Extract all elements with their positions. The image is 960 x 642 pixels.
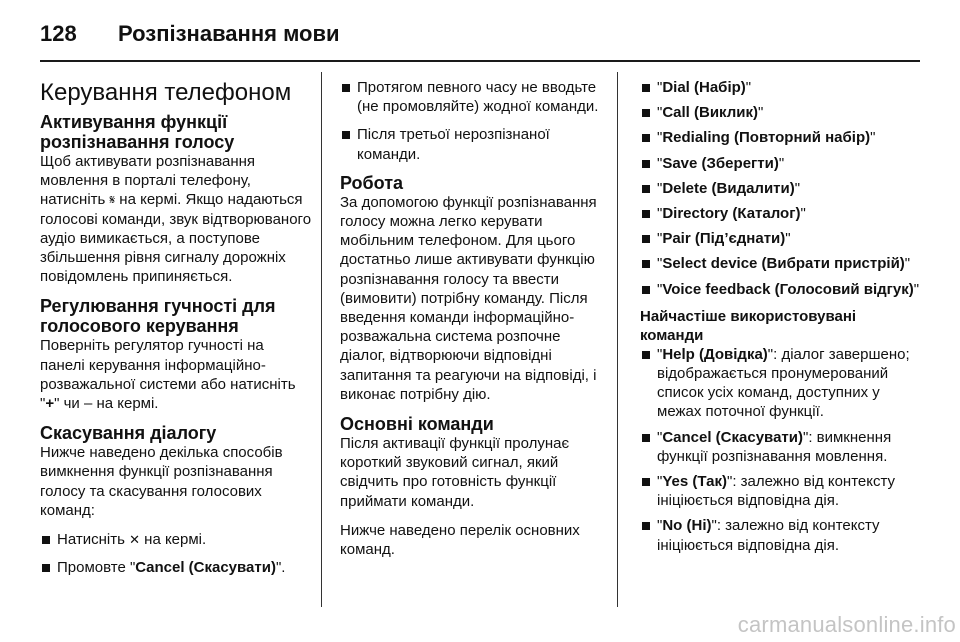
paragraph: Щоб активувати розпізнавання мовлення в порталі телефону, натисніть 𝄋 на кермі. Якщо надаються голосові команди, звук відтворюваного аудіо вимикається, а поступове збільшення рівня сигналу дорожніх повідомлень припиняється. bbox=[40, 153, 312, 286]
column-2 bbox=[340, 78, 605, 569]
subsection-title: Скасування діалогу bbox=[40, 423, 217, 444]
frequent-command-list bbox=[640, 345, 920, 555]
steering-end-call-icon: ✕ bbox=[129, 532, 140, 548]
watermark: carmanualsonline.info bbox=[737, 612, 956, 637]
paragraph: Нижче наведено перелік основних команд. bbox=[340, 521, 580, 559]
command-list bbox=[640, 78, 920, 299]
list-item: "Redialing (Повторний набір)" bbox=[640, 128, 920, 147]
list-item: "Yes (Так)": залежно від контексту ініціюється відповідна дія. bbox=[640, 472, 920, 510]
list-item: "Directory (Каталог)" bbox=[640, 204, 920, 223]
subsection-title: Найчастіше використовувані команди bbox=[640, 307, 857, 344]
list-item: "Delete (Видалити)" bbox=[640, 179, 920, 198]
list-item: "Save (Зберегти)" bbox=[640, 154, 920, 173]
list-item: Протягом певного часу не вводьте (не промовляйте) жодної команди. bbox=[340, 78, 605, 116]
section-heading: Керування телефоном bbox=[40, 79, 292, 106]
list-item: Після третьої нерозпізнаної команди. bbox=[340, 125, 605, 163]
list-item: "Call (Виклик)" bbox=[640, 103, 920, 122]
header-rule bbox=[40, 60, 920, 62]
column-divider bbox=[617, 72, 618, 607]
subsection-title: Регулювання гучності для голосового керування bbox=[40, 296, 276, 337]
list-item: "Select device (Вибрати пристрій)" bbox=[640, 254, 920, 273]
steering-voice-icon: 𝄋 bbox=[109, 192, 116, 208]
page-header bbox=[40, 14, 920, 54]
paragraph: Після активації функції пролунає короткий звуковий сигнал, який свідчить про готовність функції приймати команди. bbox=[340, 435, 570, 510]
list-item: "Help (Довідка)": діалог завершено; відображається пронумерований список усіх команд, доступних у межах поточної функції. bbox=[640, 345, 920, 422]
subsection-title: Активування функції розпізнавання голосу bbox=[40, 112, 235, 152]
chapter-title: Розпізнавання мови bbox=[118, 21, 340, 46]
paragraph: Поверніть регулятор гучності на панелі керування інформаційно-розважальної системи або натисніть "+" чи – на кермі. bbox=[40, 337, 296, 413]
page-number: 128 bbox=[40, 21, 77, 46]
bullet-list bbox=[40, 530, 312, 577]
list-item: "Cancel (Скасувати)": вимкнення функції розпізнавання мовлення. bbox=[640, 428, 920, 466]
paragraph: За допомогою функції розпізнавання голосу можна легко керувати мобільним телефоном. Для цього достатньо лише активувати функцію розпізнавання голосу та ввести (вимовити) потрібну команду. Після введення команди інформаційно-розважальна система розпочне діалог, відтворюючи відповідні запитання та реагуючи на відповіді, і виконає потрібну дію. bbox=[340, 193, 597, 403]
list-item: "Pair (Під’єднати)" bbox=[640, 229, 920, 248]
list-item: Промовте "Cancel (Скасувати)". bbox=[40, 558, 312, 577]
list-item: "No (Ні)": залежно від контексту ініціюється відповідна дія. bbox=[640, 516, 920, 554]
subsection-title: Основні команди bbox=[340, 414, 494, 435]
subsection-title: Робота bbox=[340, 172, 404, 193]
column-3 bbox=[640, 78, 920, 563]
paragraph: Нижче наведено декілька способів вимкнення функції розпізнавання голосу та скасування голосових команд: bbox=[40, 444, 283, 519]
list-item: "Voice feedback (Голосовий відгук)" bbox=[640, 280, 920, 299]
column-divider bbox=[321, 72, 322, 607]
list-item: Натисніть ✕ на кермі. bbox=[40, 530, 312, 549]
list-item: "Dial (Набір)" bbox=[640, 78, 920, 97]
bullet-list bbox=[340, 78, 605, 164]
column-1 bbox=[40, 78, 312, 586]
